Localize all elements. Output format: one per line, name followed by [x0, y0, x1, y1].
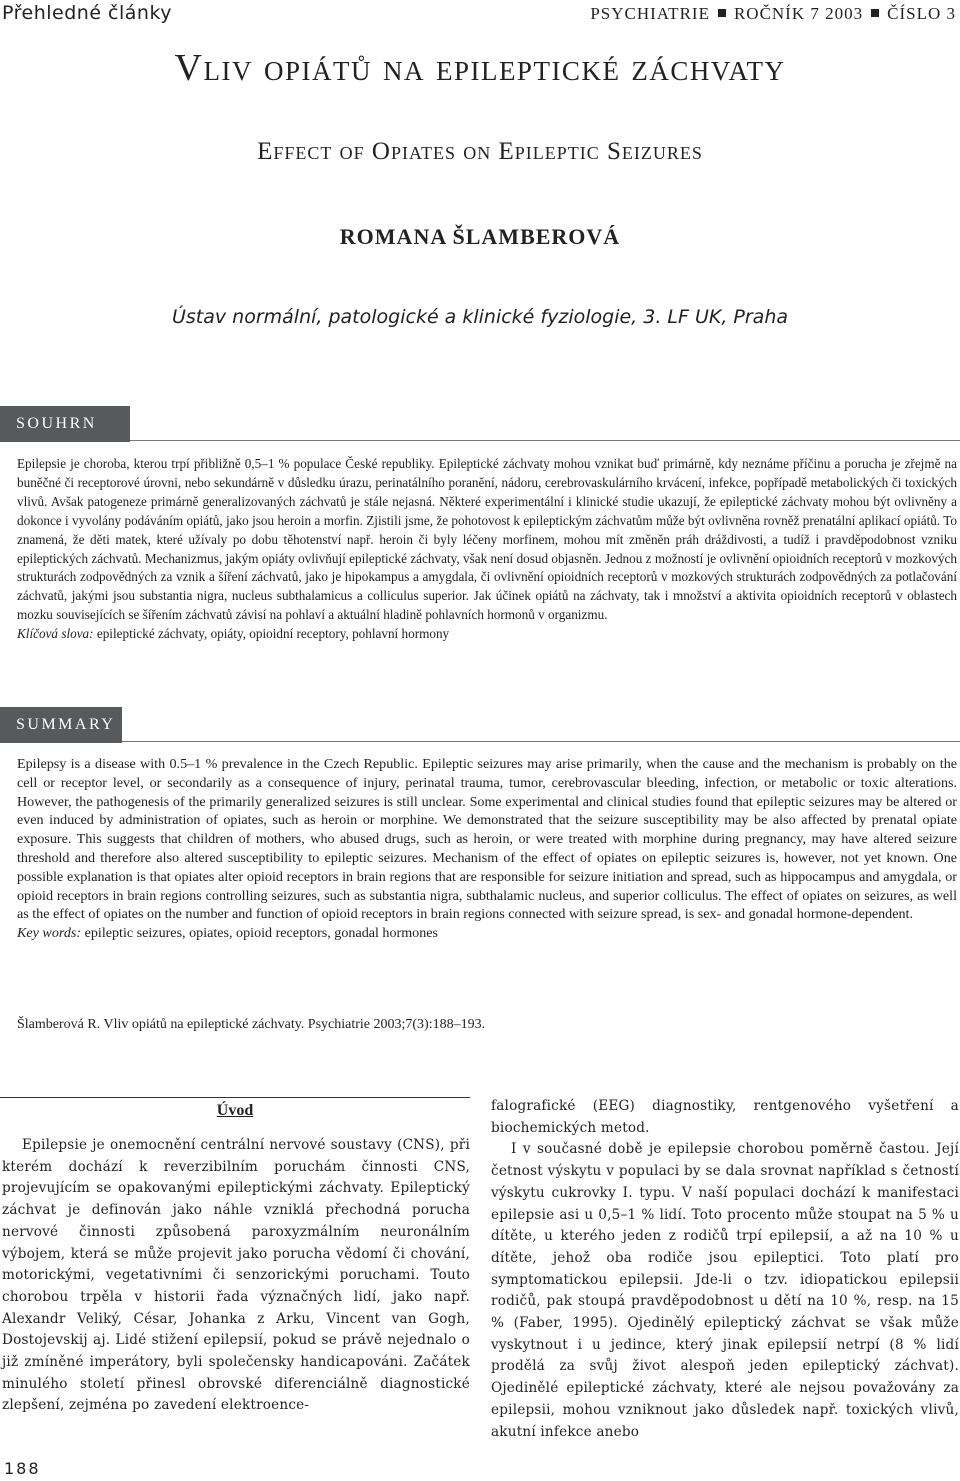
souhrn-text: Epilepsie je choroba, kterou trpí přibližně 0,5–1 % populace České republiky. Epileptické záchvaty mohou vznikat buď primárně, kdy neznáme příčinu a porucha je zřejmě na buněčné či receptorové úrovni, nebo sekundárně v důsledku úrazu, perinatálního poranění, nádoru, cerebrovaskulárního krvácení, infekce, popřípadě metabolických či toxických vlivů. Avšak patogeneze primárně generalizovaných záchvatů je stále nejasná. Některé experimentální i klinické studie ukazují, že epileptické záchvaty mohou být ovlivněny a dokonce i vyvolány podáváním opiátů, jako jsou heroin a morfin. Zjistili jsme, že pohotovost k epileptickým záchvatům může být ovlivněna rovněž prenatální aplikací opiátů. To znamená, že děti matek, které užívaly po dobu těhotenství např. heroin či byly léčeny morfinem, mohou mít změněn práh dráždivosti, a tudíž i pravděpodobnost vzniku epileptických záchvatů. Mechanizmus, jakým opiáty ovlivňují epileptické záchvaty, však není dosud objasněn. Jednou z možností je ovlivnění opioidních receptorů v mozkových strukturách zodpovědných za vznik a šíření záchvatů, jako je hipokampus a amygdala, či ovlivnění opioidních receptorů v mozkových strukturách zodpovědných za potlačování záchvatů, jakými jsou substantia nigra, nucleus subthalamicus a colliculus superior. Jak účinek opiátů na záchvaty, tak i množství a aktivita opioidních receptorů v oblastech mozku souvisejících se šířením záchvatů závisí na pohlaví a aktuální hladině pohlavních hormonů v organizmu. — [17, 456, 957, 623]
summary-text: Epilepsy is a disease with 0.5–1 % prevalence in the Czech Republic. Epileptic seizures may arise primarily, when the cause and the mechanism is probably on the cell or receptor level, or secondarily as a consequence of injury, perinatal trauma, tumor, cerebrovascular bleeding, infection, or metabolic or toxic alterations. However, the pathogenesis of the primarily generalized seizures is still unclear. Some experimental and clinical studies found that epileptic seizures may be altered or even induced by administration of opiates, such as heroin or morphine. We demonstrated that the seizure susceptibility may be also affected by prenatal opiate exposure. This suggests that children of mothers, who abused drugs, such as heroin, or were treated with morphine during pregnancy, may have altered seizure threshold and therefore also altered susceptibility to epileptic seizures. Mechanism of the effect of opiates on epileptic seizures is, however, not yet known. One possible explanation is that opiates alter opioid receptors in brain regions that are responsible for seizure initiation and spread, such as hippocampus and amygdala, or opioid receptors in brain regions controlling seizures, such as substantia nigra, subthalamic nucleus, and superior colliculus. The effect of opiates on seizures, as well as the effect of opiates on the number and function of opioid receptors in brain regions connected with seizure spread, is sex- and gonadal hormone-dependent. — [17, 756, 957, 923]
souhrn-keywords: epileptické záchvaty, opiáty, opioidní receptory, pohlavní hormony — [96, 626, 450, 642]
body-left-column: Epilepsie je onemocnění centrální nervové soustavy (CNS), při kterém dochází k reverzibilním poruchám činnosti CNS, projevujícím se opakovanými epileptickými záchvaty. Epileptický záchvat je definován jako náhle vzniklá přechodná porucha nervové činnosti způsobená paroxyzmálním neuronálním výbojem, která se může projevit jako porucha vědomí či chování, motorickými, vegetativními či senzorickými poruchami. Touto chorobou trpěla v historii řada význačných lidí, jako např. Alexandr Veliký, César, Johanka z Arku, Vincent van Gogh, Dostojevskij aj. Lidé stižení epilepsií, pokud se právě nejednalo o již zmíněné imperátory, byli společensky handicapováni. Začátek minulého století přinesl obrovské diferenciálně diagnostické zlepšení, zejména po zavedení elektroence- — [2, 1137, 470, 1414]
body-right-paragraph-1: falografické (EEG) diagnostiky, rentgenového vyšetření a biochemických metod. — [491, 1098, 959, 1136]
summary-abstract — [17, 755, 957, 943]
summary-keywords-label: Key words: — [17, 925, 82, 942]
article-title-english: Effect of Opiates on Epileptic Seizures — [257, 138, 703, 165]
souhrn-keywords-label: Klíčová slova: — [17, 626, 94, 642]
section-name: Přehledné články — [2, 2, 173, 24]
souhrn-label: SOUHRN — [0, 406, 130, 442]
summary-rule — [122, 741, 960, 742]
square-bullet-icon — [718, 9, 726, 17]
souhrn-abstract — [17, 455, 957, 644]
journal-running-header — [590, 4, 956, 24]
year: 2003 — [825, 4, 864, 23]
author-name: ROMANA ŠLAMBEROVÁ — [339, 224, 621, 249]
author-affiliation: Ústav normální, patologické a klinické fyziologie, 3. LF UK, Praha — [171, 306, 788, 328]
section-heading-uvod: Úvod — [216, 1102, 254, 1119]
body-right-column — [491, 1096, 959, 1443]
volume: ROČNÍK 7 — [733, 4, 820, 23]
article-title-czech: Vliv opiátů na epileptické záchvaty — [174, 47, 786, 89]
summary-label: SUMMARY — [0, 707, 122, 743]
issue: ČÍSLO 3 — [887, 4, 956, 23]
journal-name: PSYCHIATRIE — [590, 4, 710, 23]
summary-keywords: epileptic seizures, opiates, opioid receptors, gonadal hormones — [84, 925, 439, 942]
body-right-paragraph-2: I v současné době je epilepsie chorobou poměrně častou. Její četnost výskytu v populaci by se dala srovnat například s četností výskytu cukrovky I. typu. V naší populaci dochází k manifestaci epilepsie asi u 0,5–1 % lidí. Toto procento může stoupat na 5 % u dítěte, u kterého jeden z rodičů trpí epilepsií, a až na 10 % u dítěte, jehož oba rodiče jsou epileptici. Toto platí pro symptomatickou epilepsii. Jde-li o tzv. idiopatickou epilepsii rodičů, pak stoupá pravděpodobnost u dětí na 10 %, resp. na 15 % (Faber, 1995). Ojedinělý epileptický záchvat se však může vyskytnout i u jedince, který jinak epilepsií netrpí (8 % lidí prodělá za svůj život alespoň jeden epileptický záchvat). Ojedinělé epileptické záchvaty, které ale nejsou považovány za epilepsii, mohou vzniknout jako důsledek např. toxických vlivů, akutní infekce anebo — [491, 1141, 959, 1440]
square-bullet-icon — [871, 9, 879, 17]
citation: Šlamberová R. Vliv opiátů na epileptické záchvaty. Psychiatrie 2003;7(3):188–193. — [17, 1017, 486, 1032]
page-number: 188 — [4, 1459, 41, 1478]
column-rule — [0, 1097, 470, 1098]
souhrn-rule — [130, 440, 960, 441]
